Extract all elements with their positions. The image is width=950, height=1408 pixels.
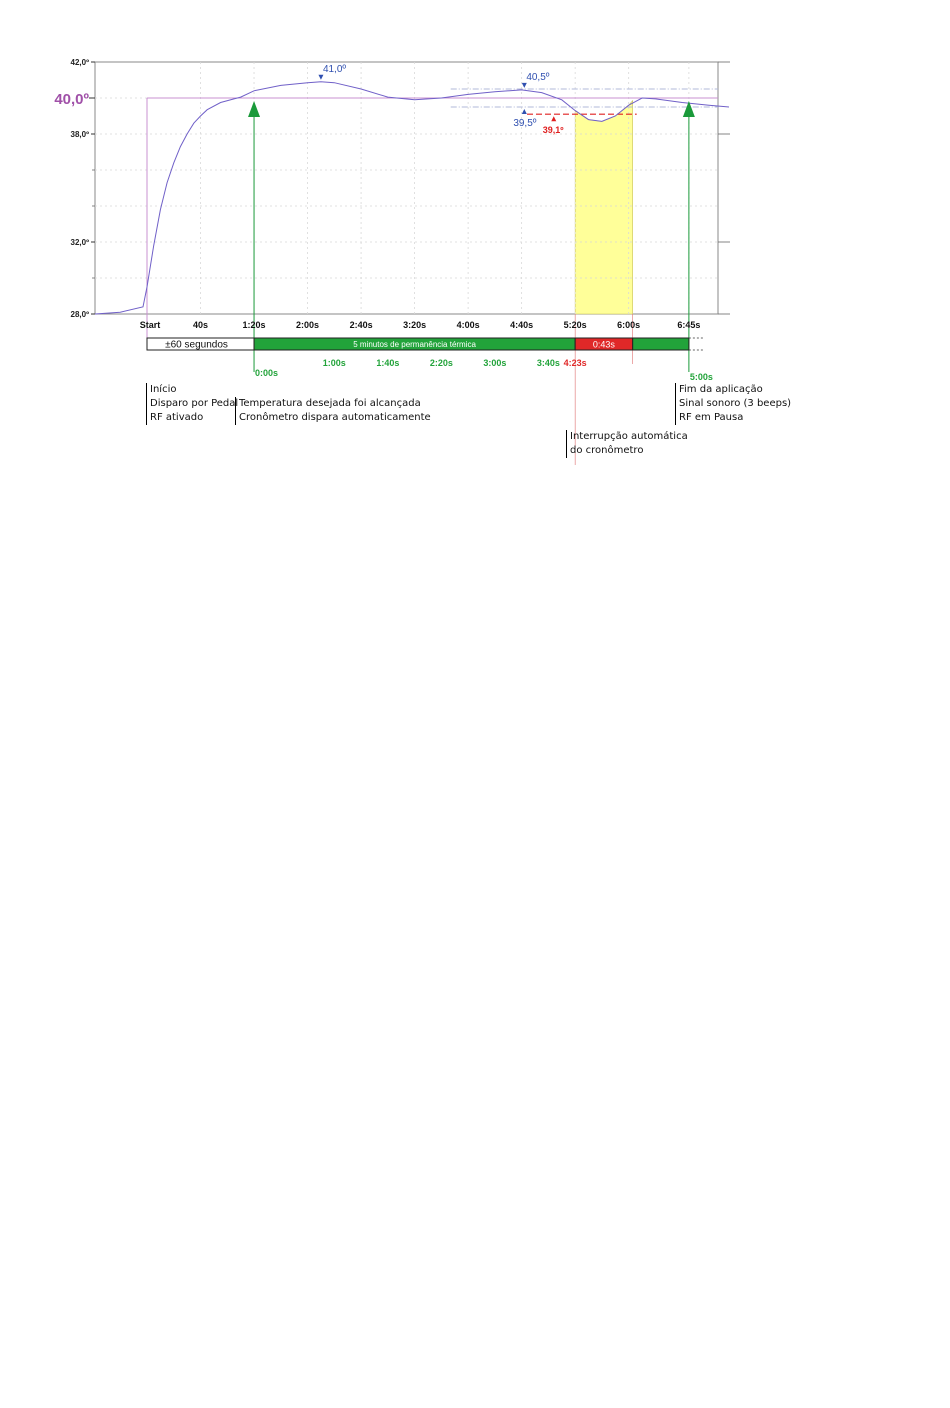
x-tick-label: 6:00s [617, 320, 641, 330]
timeline-pre-label: ±60 segundos [165, 339, 228, 351]
note-end [675, 383, 791, 425]
x-tick-label: 3:20s [403, 320, 427, 330]
annotation-label: 40,5º [526, 71, 550, 83]
x-tick-label: 4:00s [456, 320, 480, 330]
note-interrupt [566, 430, 688, 458]
note-reached-line: Temperatura desejada foi alcançada [239, 398, 421, 409]
timeline-tick-label: 5:00s [689, 372, 713, 382]
x-tick-label: 4:40s [510, 320, 534, 330]
note-start-line: Início [150, 384, 177, 395]
timeline-pause-label: 0:43s [592, 339, 615, 350]
x-tick-label: 1:20s [242, 320, 266, 330]
timeline-tick-label: 4:23s [563, 358, 587, 368]
x-tick-label: 2:00s [296, 320, 320, 330]
x-tick-label: 2:40s [349, 320, 373, 330]
y-tick-label: 32,0º [70, 238, 89, 247]
x-tick-label: Start [139, 320, 161, 330]
x-tick-label: 40s [193, 320, 209, 330]
note-reached-line: Cronômetro dispara automaticamente [239, 412, 431, 423]
note-interrupt-line: do cronômetro [570, 445, 644, 456]
note-start-line: RF ativado [150, 412, 204, 423]
y-tick-label: 42,0º [70, 58, 89, 67]
y-tick-label: 38,0º [70, 130, 89, 139]
x-tick-label: 6:45s [677, 320, 701, 330]
annotation-label: 41,0º [322, 63, 347, 75]
timeline-end-segment [633, 338, 689, 350]
highlight-area [575, 101, 633, 314]
timeline-tick-label: 3:00s [483, 358, 507, 368]
note-interrupt-line: Interrupção automática [570, 431, 688, 442]
annotation-label: 39,1º [542, 125, 564, 136]
annotation-label: 39,5º [513, 118, 537, 129]
timeline-tick-label: 1:00s [322, 358, 346, 368]
target-label: 40,0º [54, 91, 89, 108]
timeline-main-label: 5 minutos de permanência térmica [353, 340, 476, 349]
note-start [146, 383, 238, 425]
timeline-tick-label: 2:20s [429, 358, 453, 368]
note-end-line: Fim da aplicação [679, 384, 763, 395]
timeline-tick-label: 0:00s [255, 368, 279, 378]
note-end-line: RF em Pausa [679, 412, 744, 423]
timeline-tick-label: 1:40s [376, 358, 400, 368]
note-end-line: Sinal sonoro (3 beeps) [679, 398, 792, 409]
note-target-reached [235, 397, 431, 425]
x-tick-label: 5:20s [563, 320, 587, 330]
y-tick-label: 28,0º [70, 310, 89, 319]
note-start-line: Disparo por Pedal [150, 398, 239, 409]
timeline-tick-label: 3:40s [536, 358, 560, 368]
